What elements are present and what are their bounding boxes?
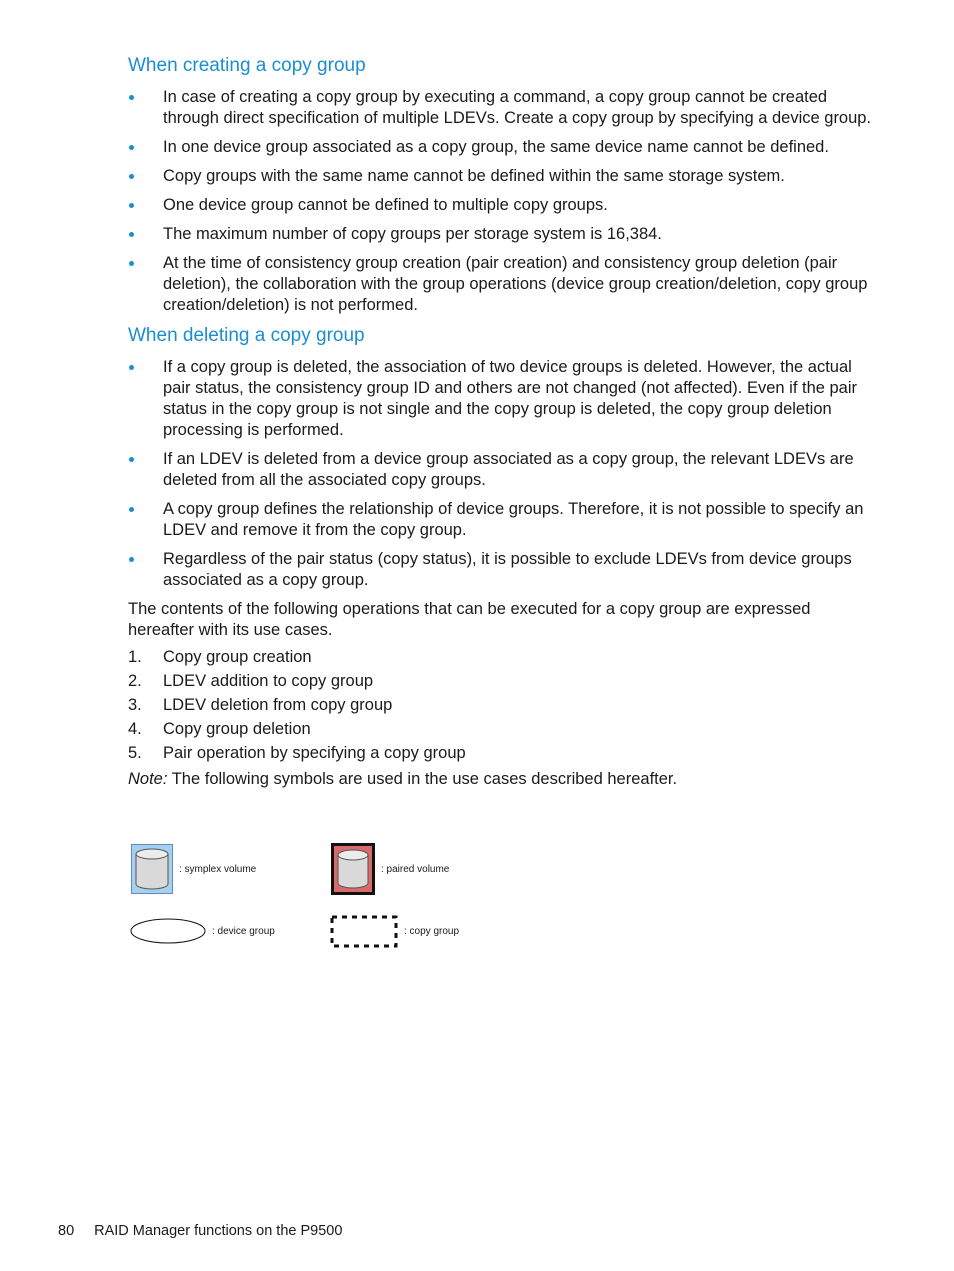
list-item: A copy group defines the relationship of device groups. Therefore, it is not possible to specify an LDEV and remove it from the copy group. [128,499,873,541]
step-number: 4. [128,720,142,738]
step-item [128,669,873,693]
creating-rules-list [128,87,873,316]
step-text: LDEV addition to copy group [163,672,374,690]
step-number: 2. [128,672,142,690]
page-footer [58,1221,342,1241]
note-text: The following symbols are used in the use cases described hereafter. [167,770,678,788]
footer-title: RAID Manager functions on the P9500 [94,1223,343,1239]
note-paragraph [128,769,873,790]
legend-simplex [131,844,256,894]
step-text: LDEV deletion from copy group [163,696,393,714]
list-item: Copy groups with the same name cannot be defined within the same storage system. [128,166,873,187]
step-number: 1. [128,648,142,666]
step-text: Copy group creation [163,648,312,666]
step-text: Pair operation by specifying a copy group [163,744,466,762]
step-item [128,741,873,765]
section-heading-deleting: When deleting a copy group [128,325,365,346]
page-content [128,54,873,790]
paired-volume-icon [331,843,375,895]
copy-group-icon [330,915,398,948]
simplex-label: : symplex volume [179,863,257,875]
simplex-volume-icon [131,844,173,894]
list-item: If a copy group is deleted, the association of two device groups is deleted. However, the actual pair status, the consistency group ID and others are not changed (not affected). Even if the pair status in the copy group is not single and the copy group is deleted, the copy group deletion processing is performed. [128,357,873,441]
device-group-label: : device group [212,925,275,937]
page-number: 80 [58,1223,75,1239]
note-label: Note: [128,770,168,788]
deleting-rules-list [128,357,873,591]
section-heading-creating: When creating a copy group [128,55,366,76]
copy-group-label: : copy group [404,926,460,937]
list-item: Regardless of the pair status (copy status), it is possible to exclude LDEVs from device groups associated as a copy group. [128,549,873,591]
step-number: 3. [128,696,142,714]
device-group-icon [130,917,206,945]
step-item [128,645,873,669]
operations-list [128,645,873,765]
paired-label: : paired volume [381,863,450,875]
list-item: One device group cannot be defined to multiple copy groups. [128,195,873,216]
legend-device-group [130,917,275,945]
list-item: In one device group associated as a copy group, the same device name cannot be defined. [128,137,873,158]
list-item: At the time of consistency group creation (pair creation) and consistency group deletion (pair deletion), the collaboration with the group operations (device group creation/deletion, copy group creation/deletion) is not performed. [128,253,873,316]
intro-paragraph: The contents of the following operations that can be executed for a copy group are expressed hereafter with its use cases. [128,600,811,639]
symbol-legend [128,842,488,952]
list-item: If an LDEV is deleted from a device group associated as a copy group, the relevant LDEVs are deleted from all the associated copy groups. [128,449,873,491]
list-item: In case of creating a copy group by executing a command, a copy group cannot be created through direct specification of multiple LDEVs. Create a copy group by specifying a device group. [128,87,873,129]
step-text: Copy group deletion [163,720,311,738]
list-item: The maximum number of copy groups per storage system is 16,384. [128,224,873,245]
step-item [128,717,873,741]
legend-paired [331,843,449,895]
step-item [128,693,873,717]
step-number: 5. [128,744,142,762]
legend-copy-group [330,915,459,948]
